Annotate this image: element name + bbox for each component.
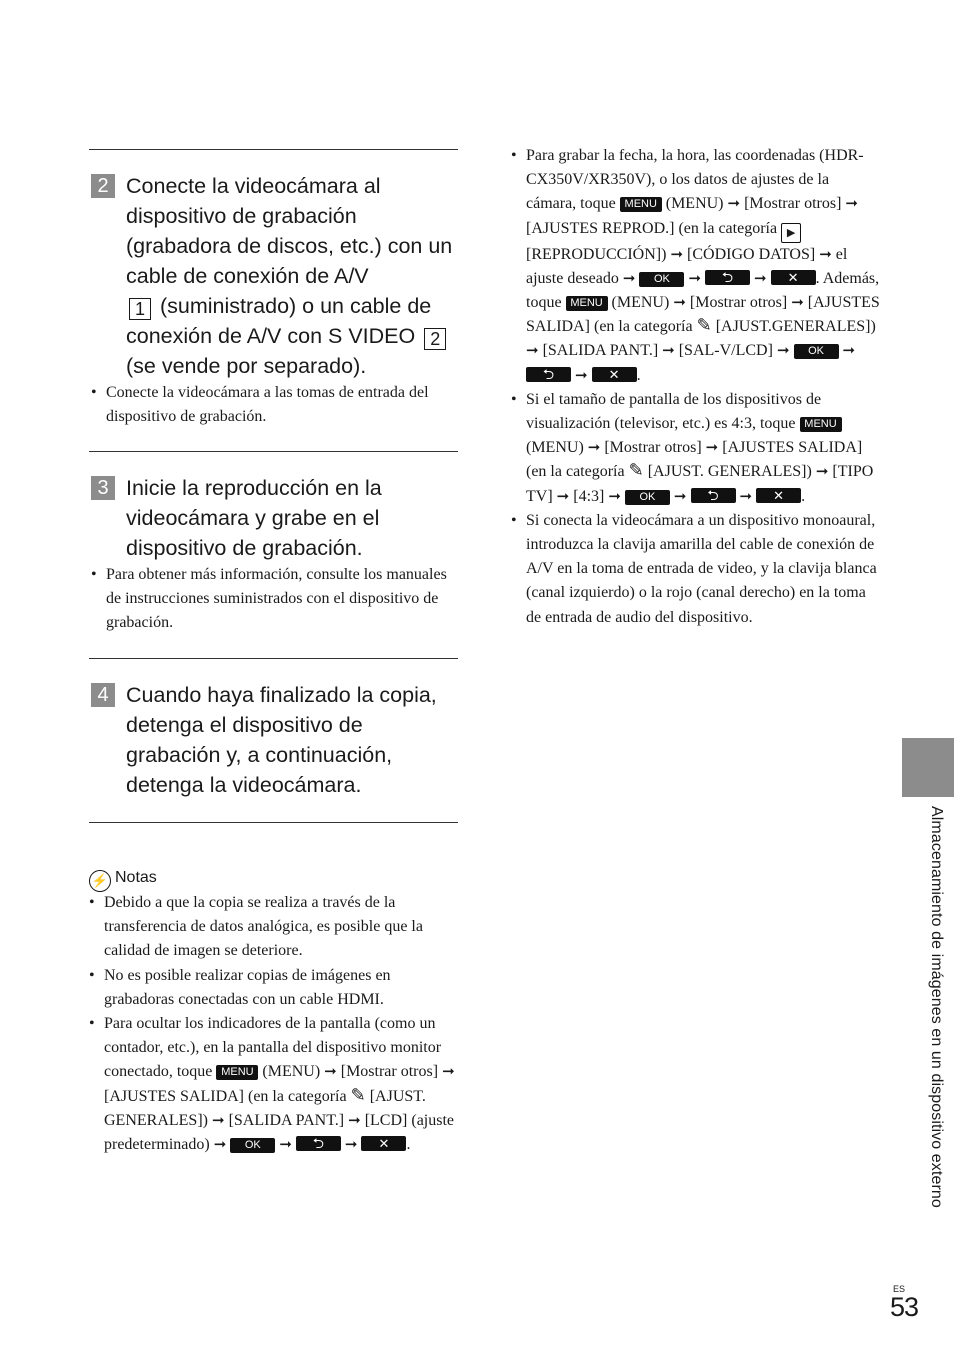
- divider: [89, 451, 458, 452]
- close-key-icon: ✕: [592, 367, 637, 382]
- wrench-icon: ✎: [696, 315, 712, 336]
- note-item: • Si el tamaño de pantalla de los dispositivos de visualización (televisor, etc.) es 4:3, toque MENU (MENU) ➞ [Mostrar otros] ➞ [AJUSTES SALIDA] (en la categoría ✎ [AJUST. GENERALES]) ➞ [TIPO TV] ➞ [4:3] ➞ OK ➞ ⮌ ➞ ✕ .: [511, 388, 881, 509]
- arrow-icon: ➞: [842, 343, 856, 360]
- callout-number: 1: [129, 298, 151, 320]
- menu-key: MENU: [620, 197, 662, 212]
- note-item: • Para grabar la fecha, la hora, las coordenadas (HDR-CX350V/XR350V), o los datos de ajustes de la cámara, toque MENU (MENU) ➞ [Mostrar otros] ➞ [AJUSTES REPROD.] (en la categoría ▶ [REPRODUCCIÓN]) ➞ [CÓDIGO DATOS] ➞ el ajuste deseado ➞ OK ➞ ⮌ ➞ ✕ . Además, toque MENU (MENU) ➞ [Mostrar otros] ➞ [AJUSTES SALIDA] (en la categoría ✎ [AJUST.GENERALES]) ➞ [SALIDA PANT.] ➞ [SAL-V/LCD] ➞ OK ➞ ⮌ ➞ ✕ .: [511, 144, 881, 388]
- divider: [89, 822, 458, 823]
- step-number: 4: [91, 683, 115, 707]
- language-code: ES: [893, 1284, 906, 1294]
- back-key-icon: ⮌: [705, 270, 750, 285]
- arrow-icon: ➞: [526, 343, 539, 360]
- menu-key: MENU: [800, 417, 842, 432]
- arrow-icon: ➞: [622, 270, 636, 287]
- step-title: Cuando haya finalizado la copia, detenga el dispositivo de grabación y, a continuación, detenga la videocámara.: [126, 683, 437, 797]
- arrow-icon: ➞: [608, 488, 621, 505]
- back-key-icon: ⮌: [296, 1136, 341, 1151]
- note-item: • Si conecta la videocámara a un dispositivo monoaural, introduzca la clavija amarilla del cable de conexión de A/V en la toma de entrada de video, y la clavija blanca (canal izquierdo) o la rojo (canal derecho) en la toma de entrada de audio del dispositivo.: [511, 509, 881, 630]
- arrow-icon: ➞: [673, 295, 686, 312]
- ok-key: OK: [639, 272, 684, 287]
- step-bullets: [91, 563, 461, 636]
- arrow-icon: ➞: [348, 1112, 361, 1129]
- note-item: • Para ocultar los indicadores de la pantalla (como un contador, etc.), en la pantalla del dispositivo monitor conectado, toque MENU (MENU) ➞ [Mostrar otros] ➞ [AJUSTES SALIDA] (en la categoría ✎ [AJUST. GENERALES]) ➞ [SALIDA PANT.] ➞ [LCD] (ajuste predeterminado) ➞ OK ➞ ⮌ ➞ ✕ .: [89, 1012, 459, 1157]
- arrow-icon: ➞: [791, 295, 804, 312]
- arrow-icon: ➞: [662, 343, 675, 360]
- menu-key: MENU: [216, 1065, 258, 1080]
- arrow-icon: ➞: [211, 1112, 225, 1129]
- arrow-icon: ➞: [705, 440, 719, 457]
- arrow-icon: ➞: [556, 488, 570, 505]
- arrow-icon: ➞: [279, 1137, 292, 1154]
- arrow-icon: ➞: [815, 464, 829, 481]
- step-4: [91, 680, 461, 800]
- step-title: [126, 171, 461, 381]
- ok-key: OK: [794, 344, 839, 359]
- page-number: 53: [890, 1292, 919, 1322]
- arrow-icon: ➞: [688, 270, 702, 287]
- arrow-icon: ➞: [587, 440, 601, 457]
- note-item: • Debido a que la copia se realiza a través de la transferencia de datos analógica, es posible que la calidad de imagen se deteriore.: [89, 891, 459, 964]
- section-tab: [902, 738, 954, 797]
- notes-list: [89, 891, 459, 1157]
- bullet-item: • Para obtener más información, consulte los manuales de instrucciones suministrados con el dispositivo de grabación.: [91, 563, 461, 636]
- step-2: [91, 171, 461, 429]
- notes-icon: ⚡: [89, 870, 111, 892]
- arrow-icon: ➞: [845, 196, 858, 213]
- ok-key: OK: [230, 1138, 275, 1153]
- arrow-icon: ➞: [776, 343, 790, 360]
- arrow-icon: ➞: [673, 488, 687, 505]
- menu-key: MENU: [566, 296, 608, 311]
- divider: [89, 149, 458, 150]
- close-key-icon: ✕: [771, 270, 816, 285]
- step-title-text: (suministrado) o un cable de conexión de A/V con S VIDEO: [126, 294, 432, 348]
- step-number: 3: [91, 476, 115, 500]
- step-number: 2: [91, 174, 115, 198]
- step-title: Inicie la reproducción en la videocámara y grabe en el dispositivo de grabación.: [126, 476, 382, 560]
- arrow-icon: ➞: [670, 246, 684, 263]
- bullet-item: • Conecte la videocámara a las tomas de entrada del dispositivo de grabación.: [91, 381, 461, 429]
- close-key-icon: ✕: [756, 488, 801, 503]
- divider: [89, 658, 458, 659]
- play-icon: ▶: [781, 223, 801, 243]
- step-title-text: Conecte la videocámara al dispositivo de grabación (grabadora de discos, etc.) con un cable de conexión de A/V: [126, 174, 453, 288]
- section-title: Almacenamiento de imágenes en un dispositivo externo: [928, 806, 945, 1208]
- wrench-icon: ✎: [350, 1084, 366, 1105]
- back-key-icon: ⮌: [526, 367, 571, 382]
- arrow-icon: ➞: [324, 1064, 337, 1081]
- notes-heading: [89, 866, 157, 892]
- arrow-icon: ➞: [739, 488, 753, 505]
- note-item: • No es posible realizar copias de imágenes en grabadoras conectadas con un cable HDMI.: [89, 964, 459, 1012]
- back-key-icon: ⮌: [691, 488, 736, 503]
- arrow-icon: ➞: [344, 1137, 358, 1154]
- notes-label: Notas: [115, 869, 157, 886]
- step-title-text: (se vende por separado).: [126, 354, 367, 378]
- step-3: [91, 473, 461, 636]
- arrow-icon: ➞: [727, 196, 741, 213]
- arrow-icon: ➞: [213, 1137, 227, 1154]
- wrench-icon: ✎: [628, 460, 644, 481]
- right-notes-list: [511, 144, 881, 630]
- arrow-icon: ➞: [754, 270, 767, 287]
- close-key-icon: ✕: [361, 1136, 406, 1151]
- arrow-icon: ➞: [575, 367, 588, 384]
- arrow-icon: ➞: [442, 1064, 455, 1081]
- ok-key: OK: [625, 490, 670, 505]
- arrow-icon: ➞: [819, 246, 832, 263]
- step-bullets: [91, 381, 461, 429]
- callout-number: 2: [424, 328, 446, 350]
